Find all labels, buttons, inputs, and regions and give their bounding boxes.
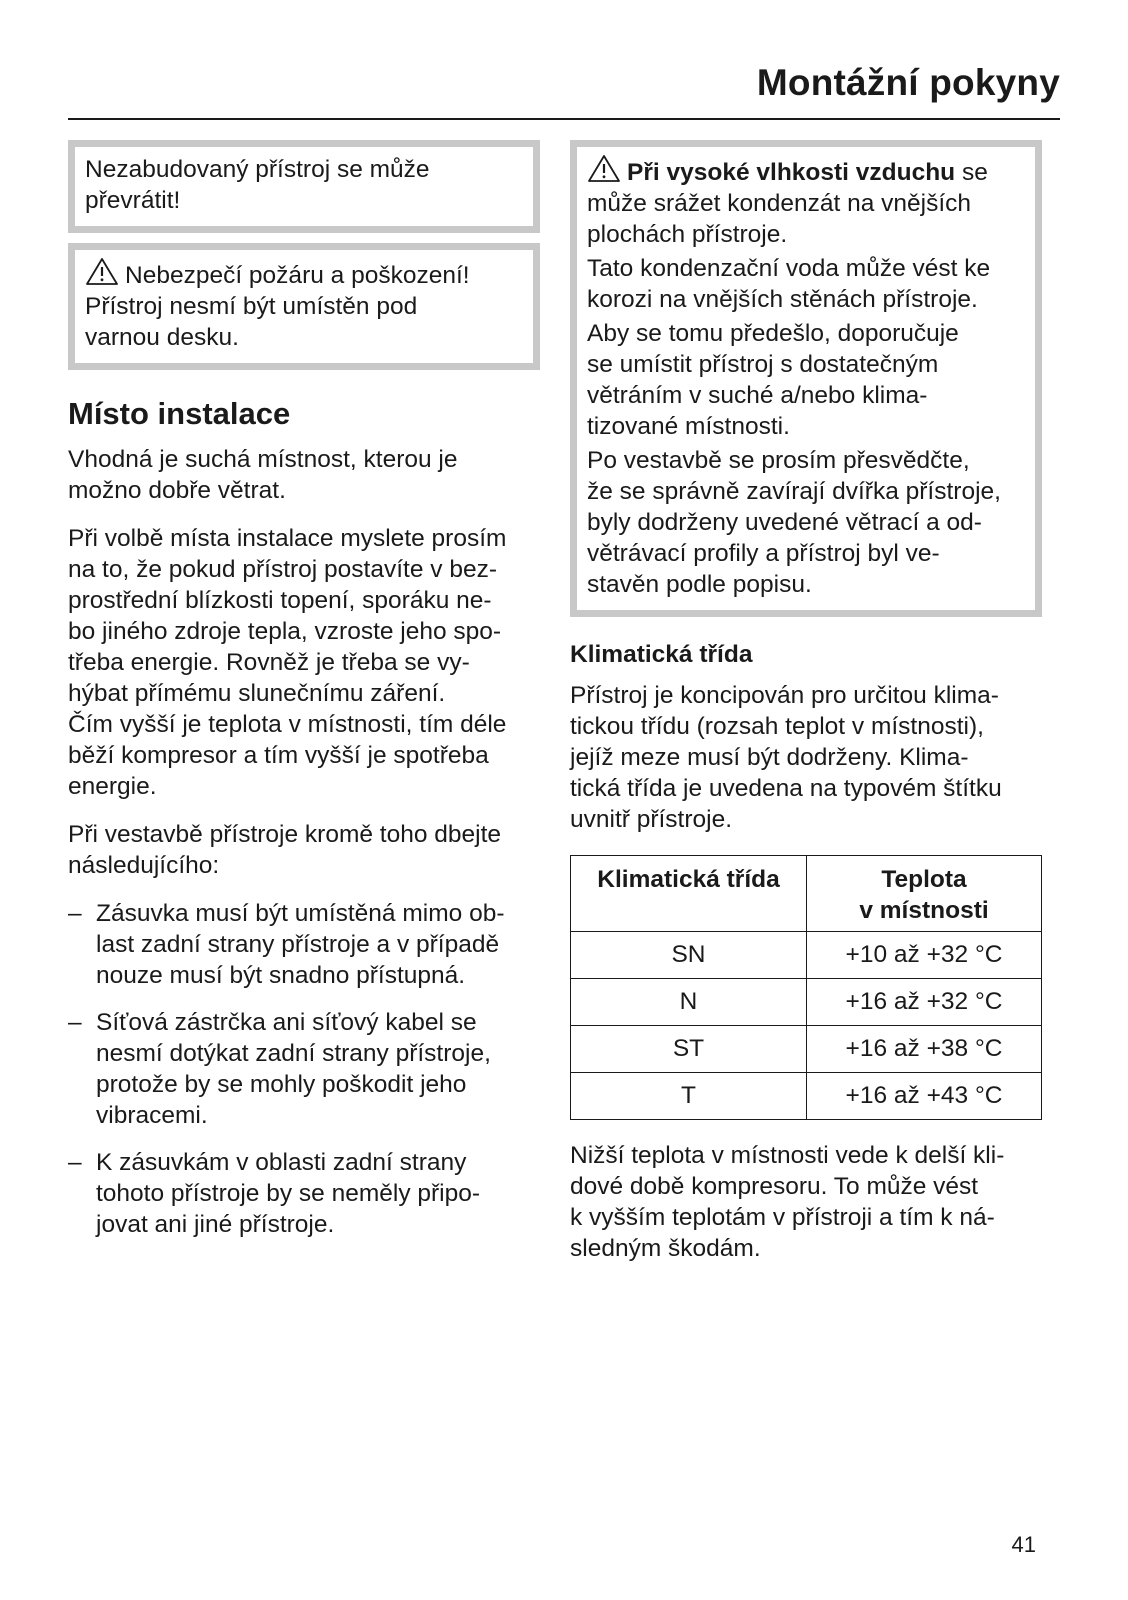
- page-title: Montážní pokyny: [756, 62, 1060, 103]
- dash-bullet: –: [68, 1149, 82, 1176]
- list-item: – Síťová zástrčka ani síťový kabel se nesmí dotýkat zadní strany přístroje, protože by se mohly poškodit jeho vibracemi.: [68, 1009, 491, 1129]
- left-column: [68, 140, 540, 1256]
- requirements-list: [68, 898, 540, 1240]
- table-cell: ST: [571, 1026, 807, 1073]
- table-header-cell: Teplota v místnosti: [807, 856, 1042, 932]
- table-cell: +16 až +32 °C: [807, 979, 1042, 1026]
- table-row: [571, 1026, 1042, 1073]
- table-cell: +10 až +32 °C: [807, 932, 1042, 979]
- table-cell: T: [571, 1073, 807, 1120]
- dash-bullet: –: [68, 1009, 82, 1036]
- table-row: [571, 1073, 1042, 1120]
- climate-class-table: [570, 855, 1042, 1120]
- page-number: 41: [1011, 1532, 1036, 1557]
- note-text: Při vysoké vlhkosti vzduchu se může srážet kondenzát na vnějších plochách přístroje.: [587, 154, 1025, 250]
- list-item: – Zásuvka musí být umístěná mimo ob- last zadní strany přístroje a v případě nouze musí být snadno přístupná.: [68, 900, 505, 989]
- paragraph: Přístroj je koncipován pro určitou klima- tickou třídu (rozsah teplot v místnosti), jejíž meze musí být dodrženy. Klima- tická třída je uvedena na typovém štítku uvnitř přístroje.: [570, 682, 1002, 833]
- note-text: Nezabudovaný přístroj se může převrátit!: [85, 156, 430, 214]
- table-cell: +16 až +38 °C: [807, 1026, 1042, 1073]
- paragraph: Vhodná je suchá místnost, kterou je možno dobře větrat.: [68, 446, 458, 504]
- tip-over-note: [68, 140, 540, 233]
- note-text: Aby se tomu předešlo, doporučuje se umístit přístroj s dostatečným větráním v suché a/nebo klima- tizované místnosti.: [587, 320, 959, 440]
- table-header-cell: Klimatická třída: [571, 856, 807, 932]
- sub-heading: Klimatická třída: [570, 641, 753, 668]
- section-heading: Místo instalace: [68, 396, 291, 431]
- table-header-row: [571, 856, 1042, 932]
- title-divider: [68, 118, 1060, 120]
- right-column: [570, 140, 1042, 1264]
- humidity-warning-note: [570, 140, 1042, 617]
- table-cell: N: [571, 979, 807, 1026]
- paragraph: Při vestavbě přístroje kromě toho dbejte následujícího:: [68, 821, 502, 879]
- note-text: Po vestavbě se prosím přesvědčte, že se správně zavírají dvířka přístroje, byly dodrženy uvedené větrací a od- větrávací profily a přístroj byl ve- stavěn podle popisu.: [587, 447, 1001, 598]
- dash-bullet: –: [68, 900, 82, 927]
- table-row: [571, 932, 1042, 979]
- note-text: Nebezpečí požáru a poškození! Přístroj nesmí být umístěn pod varnou desku.: [85, 257, 523, 353]
- list-item: – K zásuvkám v oblasti zadní strany tohoto přístroje by se neměly připo- jovat ani jiné přístroje.: [68, 1149, 481, 1238]
- table-row: [571, 979, 1042, 1026]
- paragraph: Při volbě místa instalace myslete prosím na to, že pokud přístroj postavíte v bez- prostřední blízkosti topení, sporáku ne- bo jiného zdroje tepla, vzroste jeho spo- třeba energie. Rovněž je třeba se vy- hýbat přímému slunečnímu záření. Čím vyšší je teplota v místnosti, tím déle běží kompresor a tím vyšší je spotřeba energie.: [68, 525, 507, 800]
- note-text: Tato kondenzační voda může vést ke korozi na vnějších stěnách přístroje.: [587, 255, 991, 313]
- table-cell: SN: [571, 932, 807, 979]
- fire-warning-note: [68, 243, 540, 370]
- warning-triangle-icon: [85, 257, 119, 286]
- paragraph: Nižší teplota v místnosti vede k delší kli- dové době kompresoru. To může vést k vyšším teplotám v přístroji a tím k ná- sledným škodám.: [570, 1142, 1005, 1262]
- table-cell: +16 až +43 °C: [807, 1073, 1042, 1120]
- warning-triangle-icon: [587, 154, 621, 183]
